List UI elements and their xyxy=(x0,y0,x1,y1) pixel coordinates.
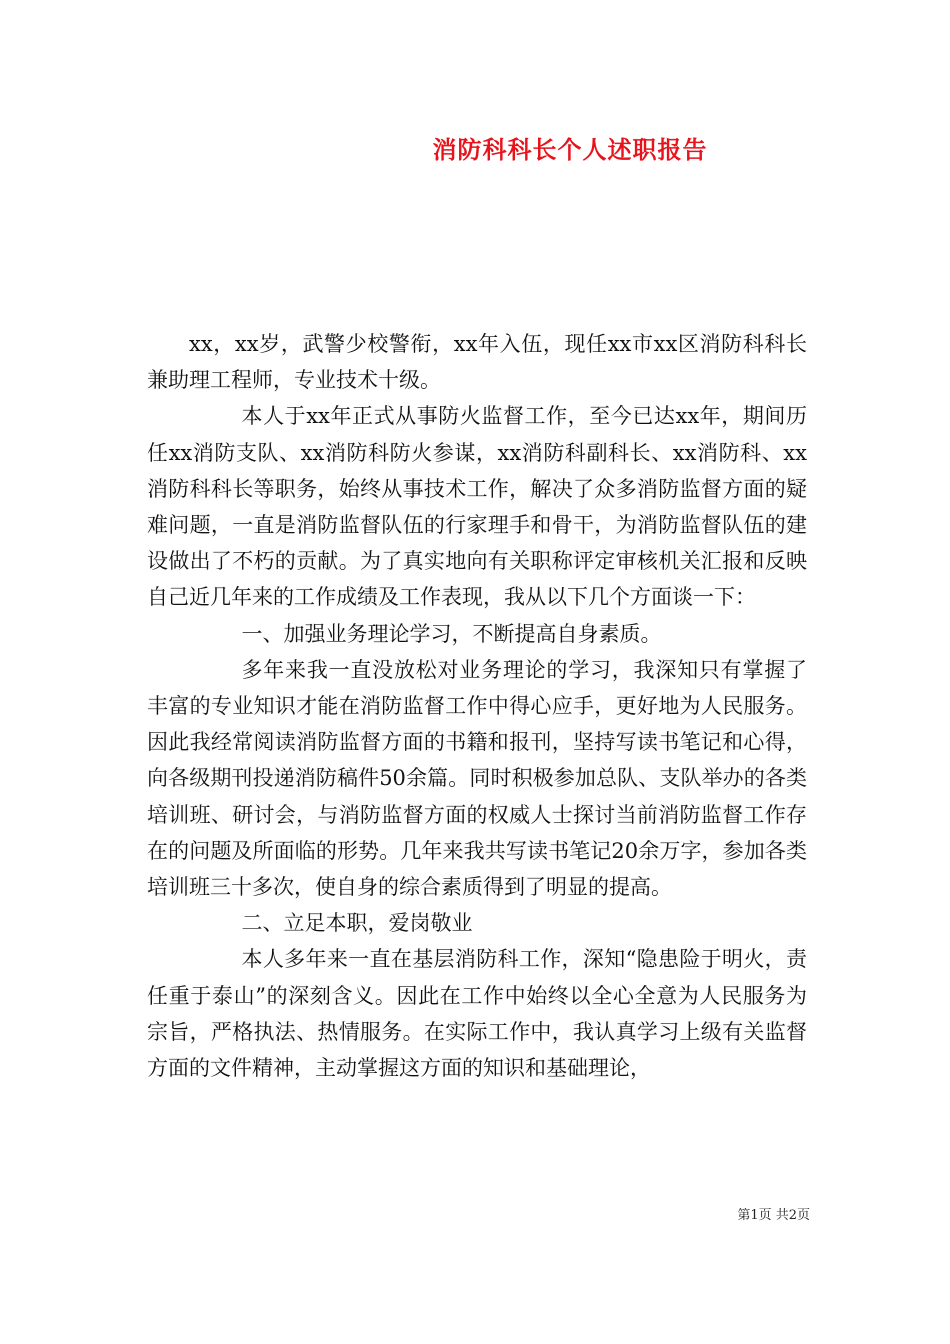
paragraph-study: 多年来我一直没放松对业务理论的学习，我深知只有掌握了丰富的专业知识才能在消防监督工作中得心应手，更好地为人民服务。因此我经常阅读消防监督方面的书籍和报刊，坚持写读书笔记和心得，向各级期刊投递消防稿件50余篇。同时积极参加总队、支队举办的各类培训班、研讨会，与消防监督方面的权威人士探讨当前消防监督工作存在的问题及所面临的形势。几年来我共写读书笔记20余万字，参加各类培训班三十多次，使自身的综合素质得到了明显的提高。 xyxy=(147,657,807,900)
paragraph-intro: xx，xx岁，武警少校警衔，xx年入伍，现任xx市xx区消防科科长兼助理工程师，专业技术十级。 xyxy=(147,332,807,393)
paragraph-duty: 本人多年来一直在基层消防科工作，深知“隐患险于明火，责任重于泰山”的深刻含义。因此在工作中始终以全心全意为人民服务为宗旨，严格执法、热情服务。在实际工作中，我认真学习上级有关监督方面的文件精神，主动掌握这方面的知识和基础理论， xyxy=(147,947,807,1081)
document-body xyxy=(147,326,807,1086)
section-heading-1: 一、加强业务理论学习，不断提高自身素质。 xyxy=(241,621,662,646)
page-number: 第1页 共2页 xyxy=(737,1208,810,1223)
page-title: 消防科科长个人述职报告 xyxy=(432,135,708,164)
section-heading-2: 二、立足本职，爱岗敬业 xyxy=(241,911,473,936)
paragraph-career: 本人于xx年正式从事防火监督工作，至今已达xx年，期间历任xx消防支队、xx消防科防火参谋，xx消防科副科长、xx消防科、xx消防科科长等职务，始终从事技术工作，解决了众多消防监督方面的疑难问题，一直是消防监督队伍的行家理手和骨干，为消防监督队伍的建设做出了不朽的贡献。为了真实地向有关职称评定审核机关汇报和反映自己近几年来的工作成绩及工作表现，我从以下几个方面谈一下： xyxy=(147,404,807,610)
